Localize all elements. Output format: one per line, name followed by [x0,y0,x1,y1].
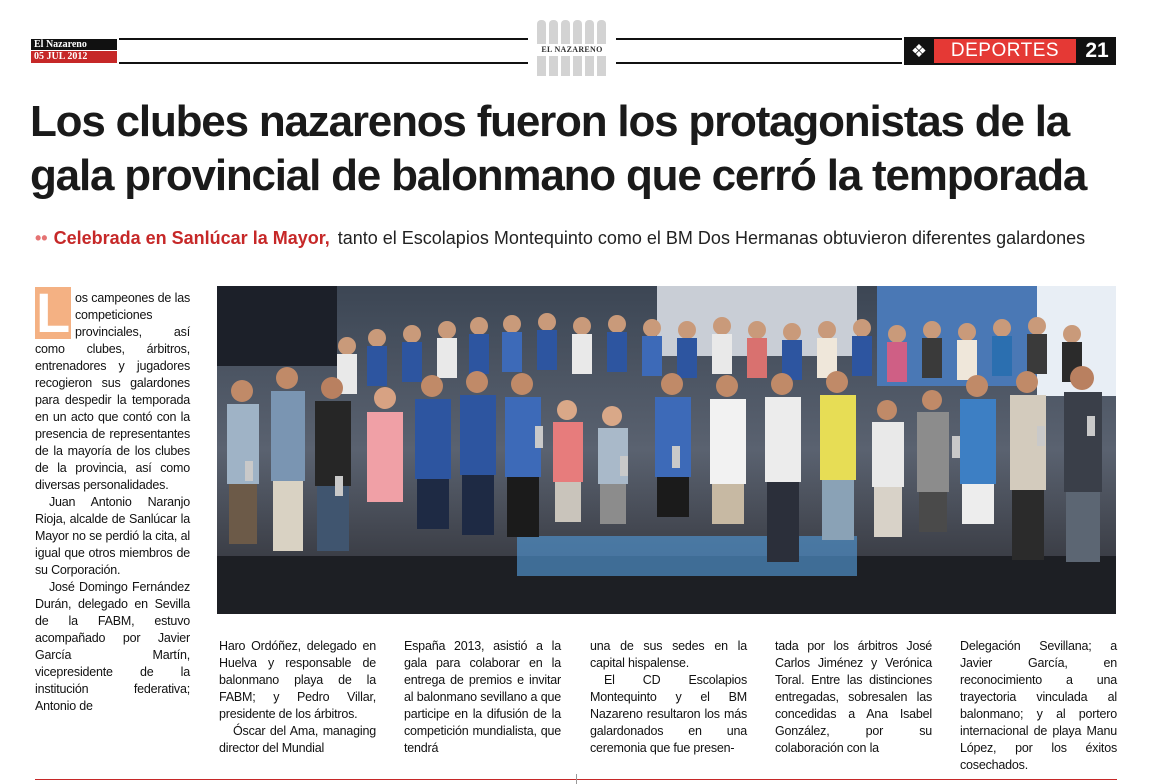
group-photo-illustration [217,286,1116,614]
paragraph: tada por los árbitros José Carlos Jiménez y Verónica Toral. Entre las distinciones entregadas, sobresalen las concedidas a Ana Isabel González, por su colaboración con la [775,639,932,755]
article-subhead [35,224,1135,252]
diamond-dots-icon: ❖ [910,41,928,61]
logo-text: EL NAZARENO [533,44,611,56]
page-number: 21 [1085,39,1109,62]
body-column-1 [35,281,190,715]
masthead-rule-right [616,38,902,40]
paragraph: una de sus sedes en la capital hispalense. [590,639,747,670]
subhead-lead: Celebrada en Sanlúcar la Mayor, [53,228,330,248]
paragraph: España 2013, asistió a la gala para colaborar en la entrega de premios e invitar al balonmano sevillano a que participe en la difusión de la competición mundialista, que tendrá [404,639,561,755]
paragraph: Haro Ordóñez, delegado en Huelva y responsable de balonmano playa de la FABM; y Pedro Villar, presidente de los árbitros. [219,639,376,721]
masthead-rule-right-lower [616,62,902,64]
subhead-rest: tanto el Escolapios Montequinto como el BM Dos Hermanas obtuvieron diferentes galardones [337,228,1086,248]
paragraph: José Domingo Fernández Durán, delegado en Sevilla de la FABM, estuvo acompañado por Javier García Martín, vicepresidente de la institución federativa; Antonio de [35,580,190,713]
issue-date: 05 JUL 2012 [31,51,117,63]
paragraph: os campeones de las competiciones provinciales, así como clubes, árbitros, entrenadores y jugadores recogieron sus galardones para despedir la temporada en un acto que contó con la presencia de representantes de la mayoría de los clubes de la provincia, así como diversas personalidades. [35,291,190,492]
publication-name: El Nazareno [31,39,117,50]
drop-cap: L [35,281,70,344]
body-column-3 [404,638,561,757]
newspaper-logo [533,18,611,78]
column-divider [576,774,577,784]
body-column-4 [590,638,747,757]
body-column-5 [775,638,932,757]
masthead-rule-left [119,38,528,40]
body-column-6 [960,638,1117,774]
body-column-2 [219,638,376,757]
paragraph: Óscar del Ama, managing director del Mundial [219,724,376,755]
subhead-bullets: •• [35,228,48,248]
paragraph: Juan Antonio Naranjo Rioja, alcalde de Sanlúcar la Mayor no se perdió la cita, al igual que otros miembros de su Corporación. [35,495,190,577]
headline-line-2: gala provincial de balonmano que cerró la temporada [30,151,1087,200]
section-label: DEPORTES [934,39,1076,63]
masthead-rule-left-lower [119,62,528,64]
headline-line-1: Los clubes nazarenos fueron los protagonistas de la [30,97,1070,146]
paragraph: Delegación Sevillana; a Javier García, en reconocimiento a una trayectoria vinculada al balonmano; y al portero internacional de playa Manu López, por los éxitos cosechados. [960,639,1117,772]
group-photo [217,286,1116,614]
paragraph: El CD Escolapios Montequinto y el BM Nazareno resultaron los más galardonados en una ceremonia que fue presen- [590,673,747,755]
article-headline [30,95,1140,203]
section-header [904,37,1116,65]
